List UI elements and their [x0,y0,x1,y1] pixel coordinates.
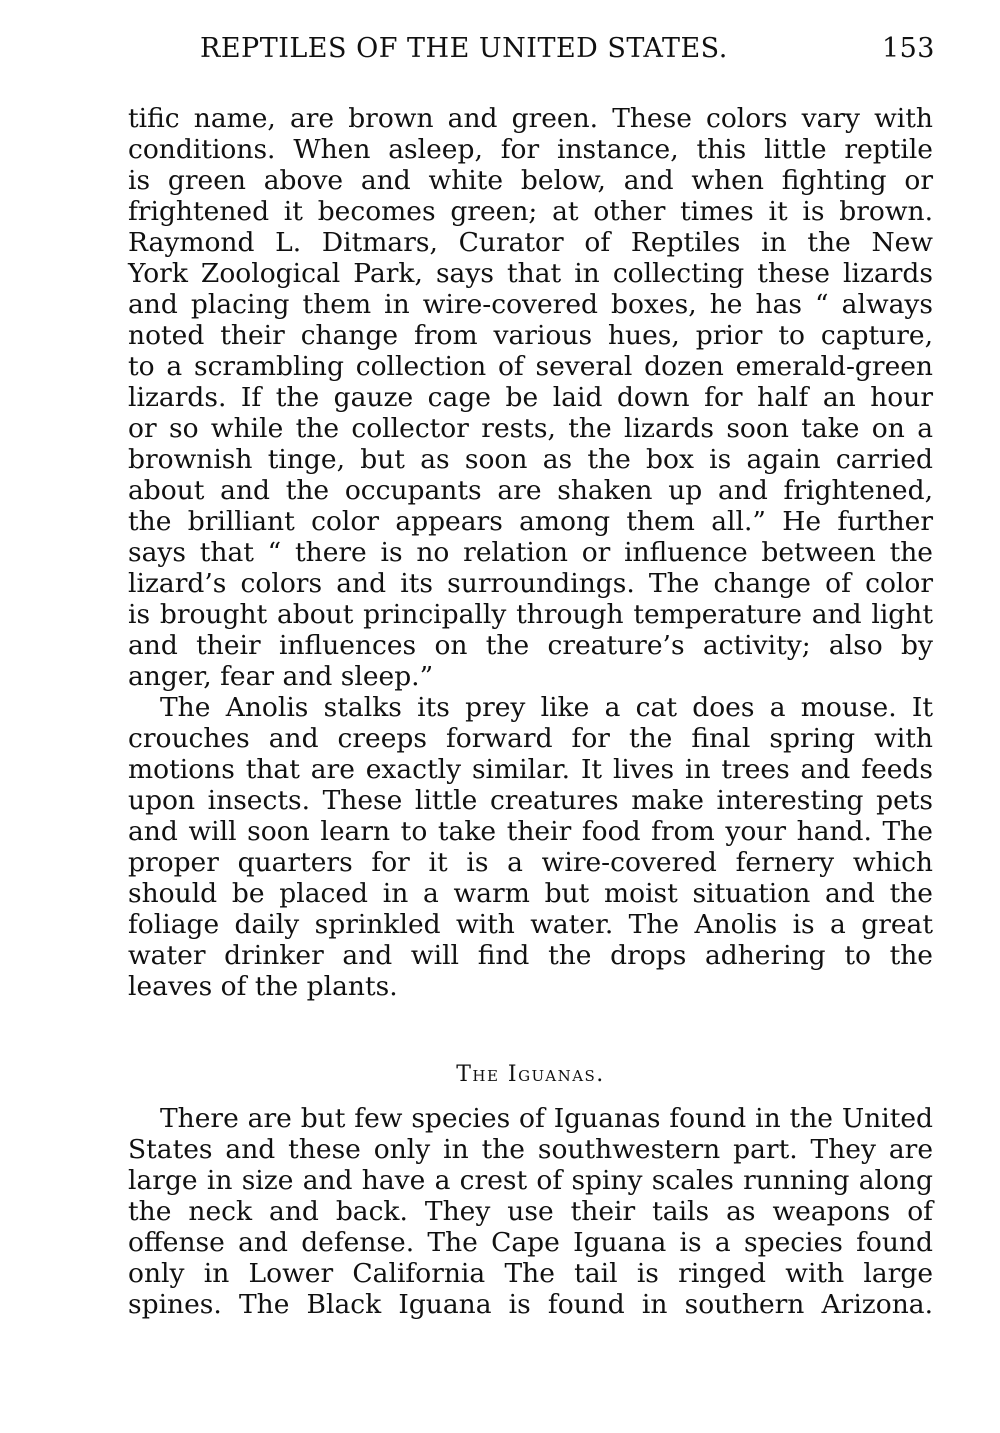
text-line: upon insects. These little creatures make interesting pets [128,785,933,816]
running-head-title: REPTILES OF THE UNITED STATES. [200,33,728,64]
text-line: Raymond L. Ditmars, Curator of Reptiles in the New [128,227,933,258]
text-line: tific name, are brown and green. These colors vary with [128,103,933,134]
text-line: frightened it becomes green; at other times it is brown. [128,196,933,227]
text-line: or so while the collector rests, the lizards soon take on a [128,413,933,444]
text-line: brownish tinge, but as soon as the box is again carried [128,444,933,475]
page-number: 153 [881,33,935,64]
text-line: York Zoological Park, says that in collecting these lizards [128,258,933,289]
section-heading: The Iguanas. [456,1062,605,1087]
text-line: to a scrambling collection of several dozen emerald-green [128,351,933,382]
text-line: is green above and white below, and when fighting or [128,165,933,196]
text-line: only in Lower California The tail is ringed with large [128,1258,933,1289]
paragraph-last-line: anger, fear and sleep.” [128,661,434,692]
paragraph-last-line: leaves of the plants. [128,971,398,1002]
text-line: offense and defense. The Cape Iguana is a species found [128,1227,933,1258]
text-line: conditions. When asleep, for instance, this little reptile [128,134,933,165]
text-line: says that “ there is no relation or influence between the [128,537,933,568]
text-line: and placing them in wire-covered boxes, he has “ always [128,289,933,320]
text-line: motions that are exactly similar. It lives in trees and feeds [128,754,933,785]
text-line: proper quarters for it is a wire-covered fernery which [128,847,933,878]
text-line: spines. The Black Iguana is found in southern Arizona. [128,1289,933,1320]
text-line: noted their change from various hues, prior to capture, [128,320,933,351]
text-line: foliage daily sprinkled with water. The Anolis is a great [128,909,933,940]
anolis-text [128,103,933,1002]
text-line: should be placed in a warm but moist situation and the [128,878,933,909]
text-line: the brilliant color appears among them all.” He further [128,506,933,537]
text-line: lizard’s colors and its surroundings. The change of color [128,568,933,599]
paragraph-first-line: The Anolis stalks its prey like a cat does a mouse. It [160,692,933,723]
text-line: large in size and have a crest of spiny scales running along [128,1165,933,1196]
text-line: and their influences on the creature’s activity; also by [128,630,933,661]
text-line: is brought about principally through temperature and light [128,599,933,630]
text-line: States and these only in the southwestern part. They are [128,1134,933,1165]
text-line: and will soon learn to take their food from your hand. The [128,816,933,847]
iguanas-text [128,1103,933,1320]
text-line: about and the occupants are shaken up and frightened, [128,475,933,506]
text-line: the neck and back. They use their tails as weapons of [128,1196,933,1227]
paragraph-first-line: There are but few species of Iguanas found in the United [160,1103,933,1134]
text-line: lizards. If the gauze cage be laid down for half an hour [128,382,933,413]
text-line: water drinker and will find the drops adhering to the [128,940,933,971]
text-line: crouches and creeps forward for the final spring with [128,723,933,754]
